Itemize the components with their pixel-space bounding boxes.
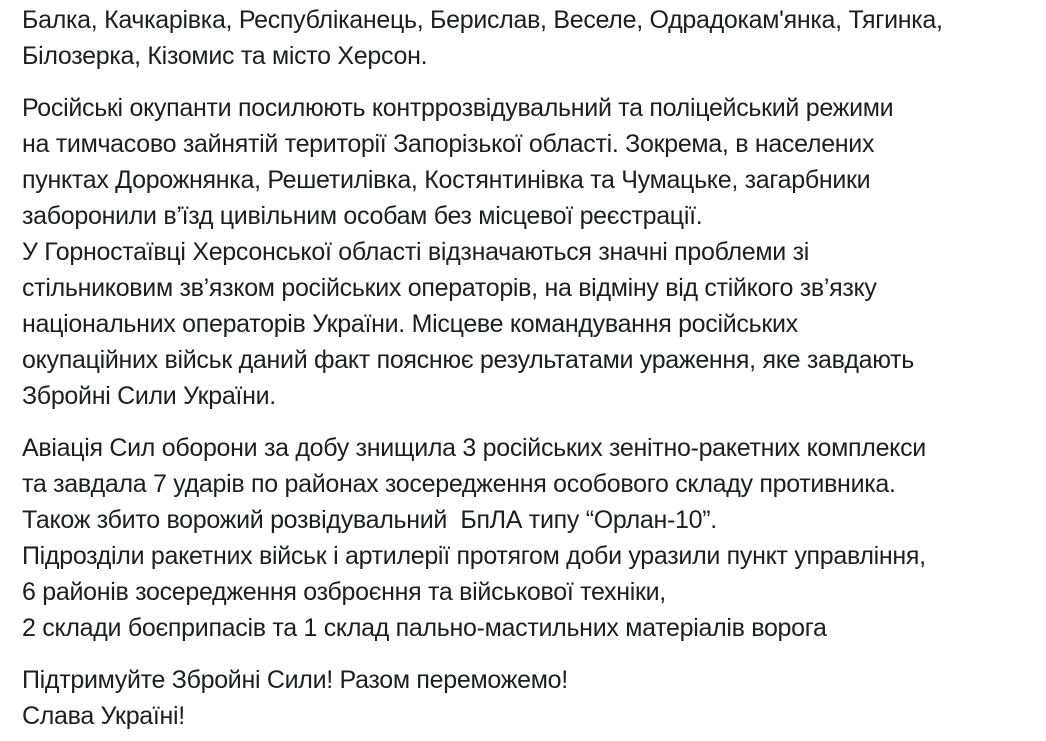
text-line: стільниковим зв’язком російських операторів, на відміну від стійкого зв’язку <box>22 274 877 302</box>
text-line: Балка, Качкарівка, Республіканець, Берислав, Веселе, Одрадокам'янка, Тягинка, <box>22 6 943 34</box>
text-line: Білозерка, Кізомис та місто Херсон. <box>22 42 428 70</box>
text-line: Також збито ворожий розвідувальний БпЛА типу “Орлан-10”. <box>22 506 717 534</box>
text-line: окупаційних військ даний факт пояснює результатами ураження, яке завдають <box>22 346 915 374</box>
text-line: Слава Україні! <box>22 702 185 730</box>
text-line: Збройні Сили України. <box>22 382 276 410</box>
text-line: Підтримуйте Збройні Сили! Разом переможемо! <box>22 666 568 694</box>
text-line: Підрозділи ракетних військ і артилерії протягом доби уразили пункт управління, <box>22 542 926 570</box>
text-line: 6 районів зосередження озброєння та військової техніки, <box>22 578 666 606</box>
paragraph <box>22 430 1036 646</box>
text-line: пунктах Дорожнянка, Решетилівка, Костянтинівка та Чумацьке, загарбники <box>22 166 871 194</box>
text-line: 2 склади боєприпасів та 1 склад пально-мастильних матеріалів ворога <box>22 614 827 642</box>
text-line: У Горностаївці Херсонської області відзначаються значні проблеми зі <box>22 238 810 266</box>
paragraph <box>22 2 1036 74</box>
text-line: заборонили в’їзд цивільним особам без місцевої реєстрації. <box>22 202 703 230</box>
text-line: Авіація Сил оборони за добу знищила 3 російських зенітно-ракетних комплекси <box>22 434 926 462</box>
text-line: Російські окупанти посилюють контррозвідувальний та поліцейський режими <box>22 94 894 122</box>
text-line: на тимчасово зайнятій території Запорізької області. Зокрема, в населених <box>22 130 875 158</box>
paragraph <box>22 662 1036 734</box>
text-line: національних операторів України. Місцеве командування російських <box>22 310 798 338</box>
paragraph <box>22 90 1036 414</box>
text-line: та завдала 7 ударів по районах зосередження особового складу противника. <box>22 470 896 498</box>
